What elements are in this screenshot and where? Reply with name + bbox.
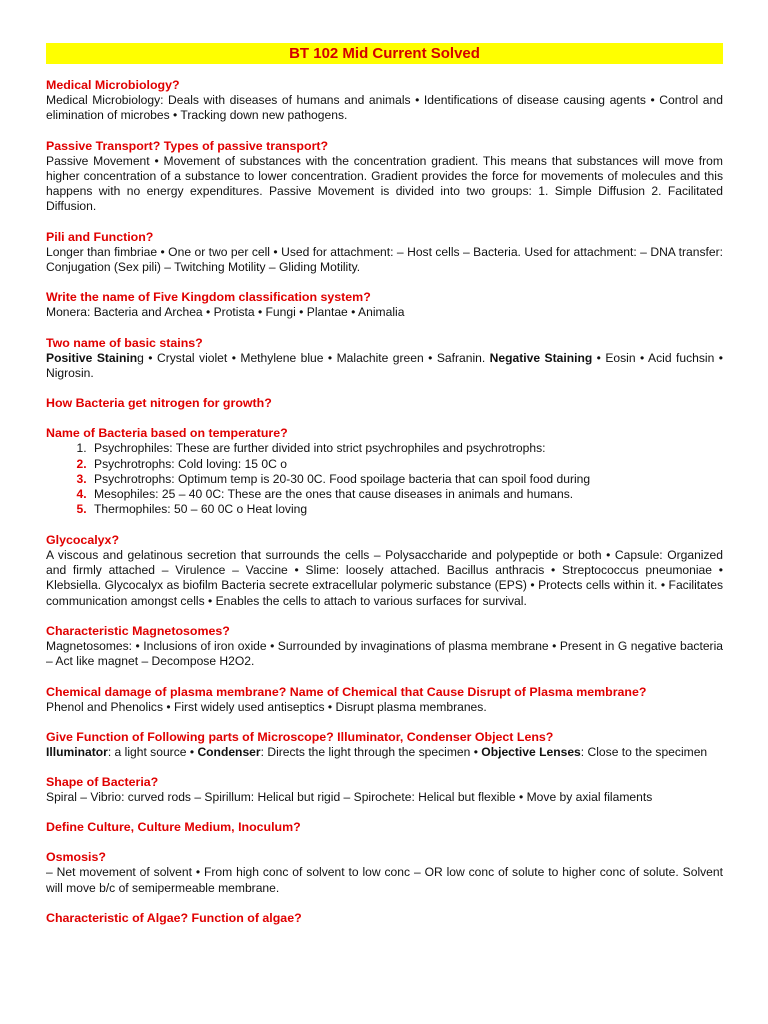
section-microscope — [46, 730, 723, 760]
section-medical-microbiology — [46, 78, 723, 124]
answer-text: Magnetosomes: • Inclusions of iron oxide • Surrounded by invaginations of plasma membrane • Present in G negative bacteria – Act like magnet – Decompose H2O2. — [46, 638, 723, 669]
question-heading: Glycocalyx? — [46, 532, 120, 547]
question-heading: Give Function of Following parts of Microscope? Illuminator, Condenser Object Lens? — [46, 729, 554, 744]
question-heading: Pili and Function? — [46, 229, 154, 244]
section-pili — [46, 230, 723, 276]
section-shape-bacteria — [46, 775, 723, 805]
question-heading: Medical Microbiology? — [46, 78, 180, 92]
negative-staining-label: Negative Staining — [489, 350, 593, 365]
question-heading: How Bacteria get nitrogen for growth? — [46, 396, 272, 411]
section-culture — [46, 820, 723, 835]
question-heading: Characteristic Magnetosomes? — [46, 623, 230, 638]
answer-text: Medical Microbiology: Deals with diseases of humans and animals • Identifications of disease causing agents • Control and elimination of microbes • Tracking down new pathogens. — [46, 93, 723, 123]
section-passive-transport — [46, 139, 723, 215]
illuminator-label: Illuminator — [46, 744, 108, 759]
question-heading: Chemical damage of plasma membrane? Name of Chemical that Cause Disrupt of Plasma membrane? — [46, 684, 647, 699]
objective-lenses-text: : Close to the specimen — [580, 744, 708, 759]
answer-text: – Net movement of solvent • From high conc of solvent to low conc – OR low conc of solute to higher conc of solute. Solvent will move b/c of semipermeable membrane. — [46, 865, 723, 895]
question-heading: Two name of basic stains? — [46, 335, 203, 350]
list-item: 3. Psychrotrophs: Optimum temp is 20-30 0C. Food spoilage bacteria that can spoil food during — [90, 472, 723, 487]
list-item: 4. Mesophiles: 25 – 40 0C: These are the ones that cause diseases in animals and humans. — [90, 487, 723, 502]
illuminator-text: : a light source • — [107, 744, 198, 759]
section-basic-stains — [46, 336, 723, 382]
list-item: 5. Thermophiles: 50 – 60 0C o Heat loving — [90, 502, 723, 517]
section-glycocalyx — [46, 533, 723, 609]
answer-text — [46, 745, 723, 760]
section-algae — [46, 911, 723, 926]
question-heading: Passive Transport? Types of passive transport? — [46, 138, 329, 153]
answer-text: Monera: Bacteria and Archea • Protista • Fungi • Plantae • Animalia — [46, 305, 405, 320]
negative-staining-text: • Eosin • Acid fuchsin • Nigrosin. — [46, 350, 723, 380]
positive-staining-text: g • Crystal violet • Methylene blue • Malachite green • Safranin. — [137, 350, 490, 365]
section-five-kingdom — [46, 290, 723, 320]
title-banner — [46, 43, 723, 64]
section-bacteria-nitrogen — [46, 396, 723, 411]
positive-staining-label: Positive Stainin — [46, 350, 138, 365]
condenser-label: Condenser — [197, 744, 261, 759]
answer-text — [46, 351, 723, 382]
answer-text: Longer than fimbriae • One or two per cell • Used for attachment: – Host cells – Bacteria. Used for attachment: – DNA transfer: Conjugation (Sex pili) – Twitching Motility – Gliding Motility. — [46, 244, 723, 275]
list-item: 2. Psychrotrophs: Cold loving: 15 0C o — [90, 457, 723, 472]
document-page — [46, 43, 723, 941]
objective-lenses-label: Objective Lenses — [481, 744, 581, 759]
question-heading: Name of Bacteria based on temperature? — [46, 426, 288, 441]
answer-text: Phenol and Phenolics • First widely used antiseptics • Disrupt plasma membranes. — [46, 699, 487, 714]
question-heading: Characteristic of Algae? Function of algae? — [46, 911, 302, 926]
temperature-list — [46, 441, 723, 517]
answer-text: A viscous and gelatinous secretion that surrounds the cells – Polysaccharide and polypeptide or both • Capsule: Organized and firmly attached – Virulence – Vaccine • Slime: loosely attached. Bacillus anthracis • Streptococcus pneumoniae • Klebsiella. Glycocalyx as biofilm Bacteria secrete extracellular polymeric substance (EPS) • Protects cells within it. • Facilitates communication amongst cells • Enables the cells to attach to various surfaces for survival. — [46, 547, 723, 608]
answer-text: Spiral – Vibrio: curved rods – Spirillum: Helical but rigid – Spirochete: Helical but flexible • Move by axial filaments — [46, 790, 653, 805]
section-plasma-membrane — [46, 685, 723, 715]
list-item: 1. Psychrophiles: These are further divided into strict psychrophiles and psychrotrophs: — [90, 441, 723, 456]
question-heading: Shape of Bacteria? — [46, 775, 159, 790]
section-osmosis — [46, 850, 723, 896]
question-heading: Write the name of Five Kingdom classification system? — [46, 290, 371, 305]
section-magnetosomes — [46, 624, 723, 670]
question-heading: Osmosis? — [46, 850, 106, 865]
condenser-text: : Directs the light through the specimen • — [260, 744, 482, 759]
answer-text: Passive Movement • Movement of substances with the concentration gradient. This means that substances will move from higher concentration of a substance to lower concentration. Gradient provides the force for movements of molecules and this happens with no energy expenditures. Passive Movement is divided into two groups: 1. Simple Diffusion 2. Facilitated Diffusion. — [46, 153, 723, 214]
question-heading: Define Culture, Culture Medium, Inoculum? — [46, 820, 301, 835]
section-temperature — [46, 426, 723, 517]
document-title: BT 102 Mid Current Solved — [289, 45, 480, 62]
